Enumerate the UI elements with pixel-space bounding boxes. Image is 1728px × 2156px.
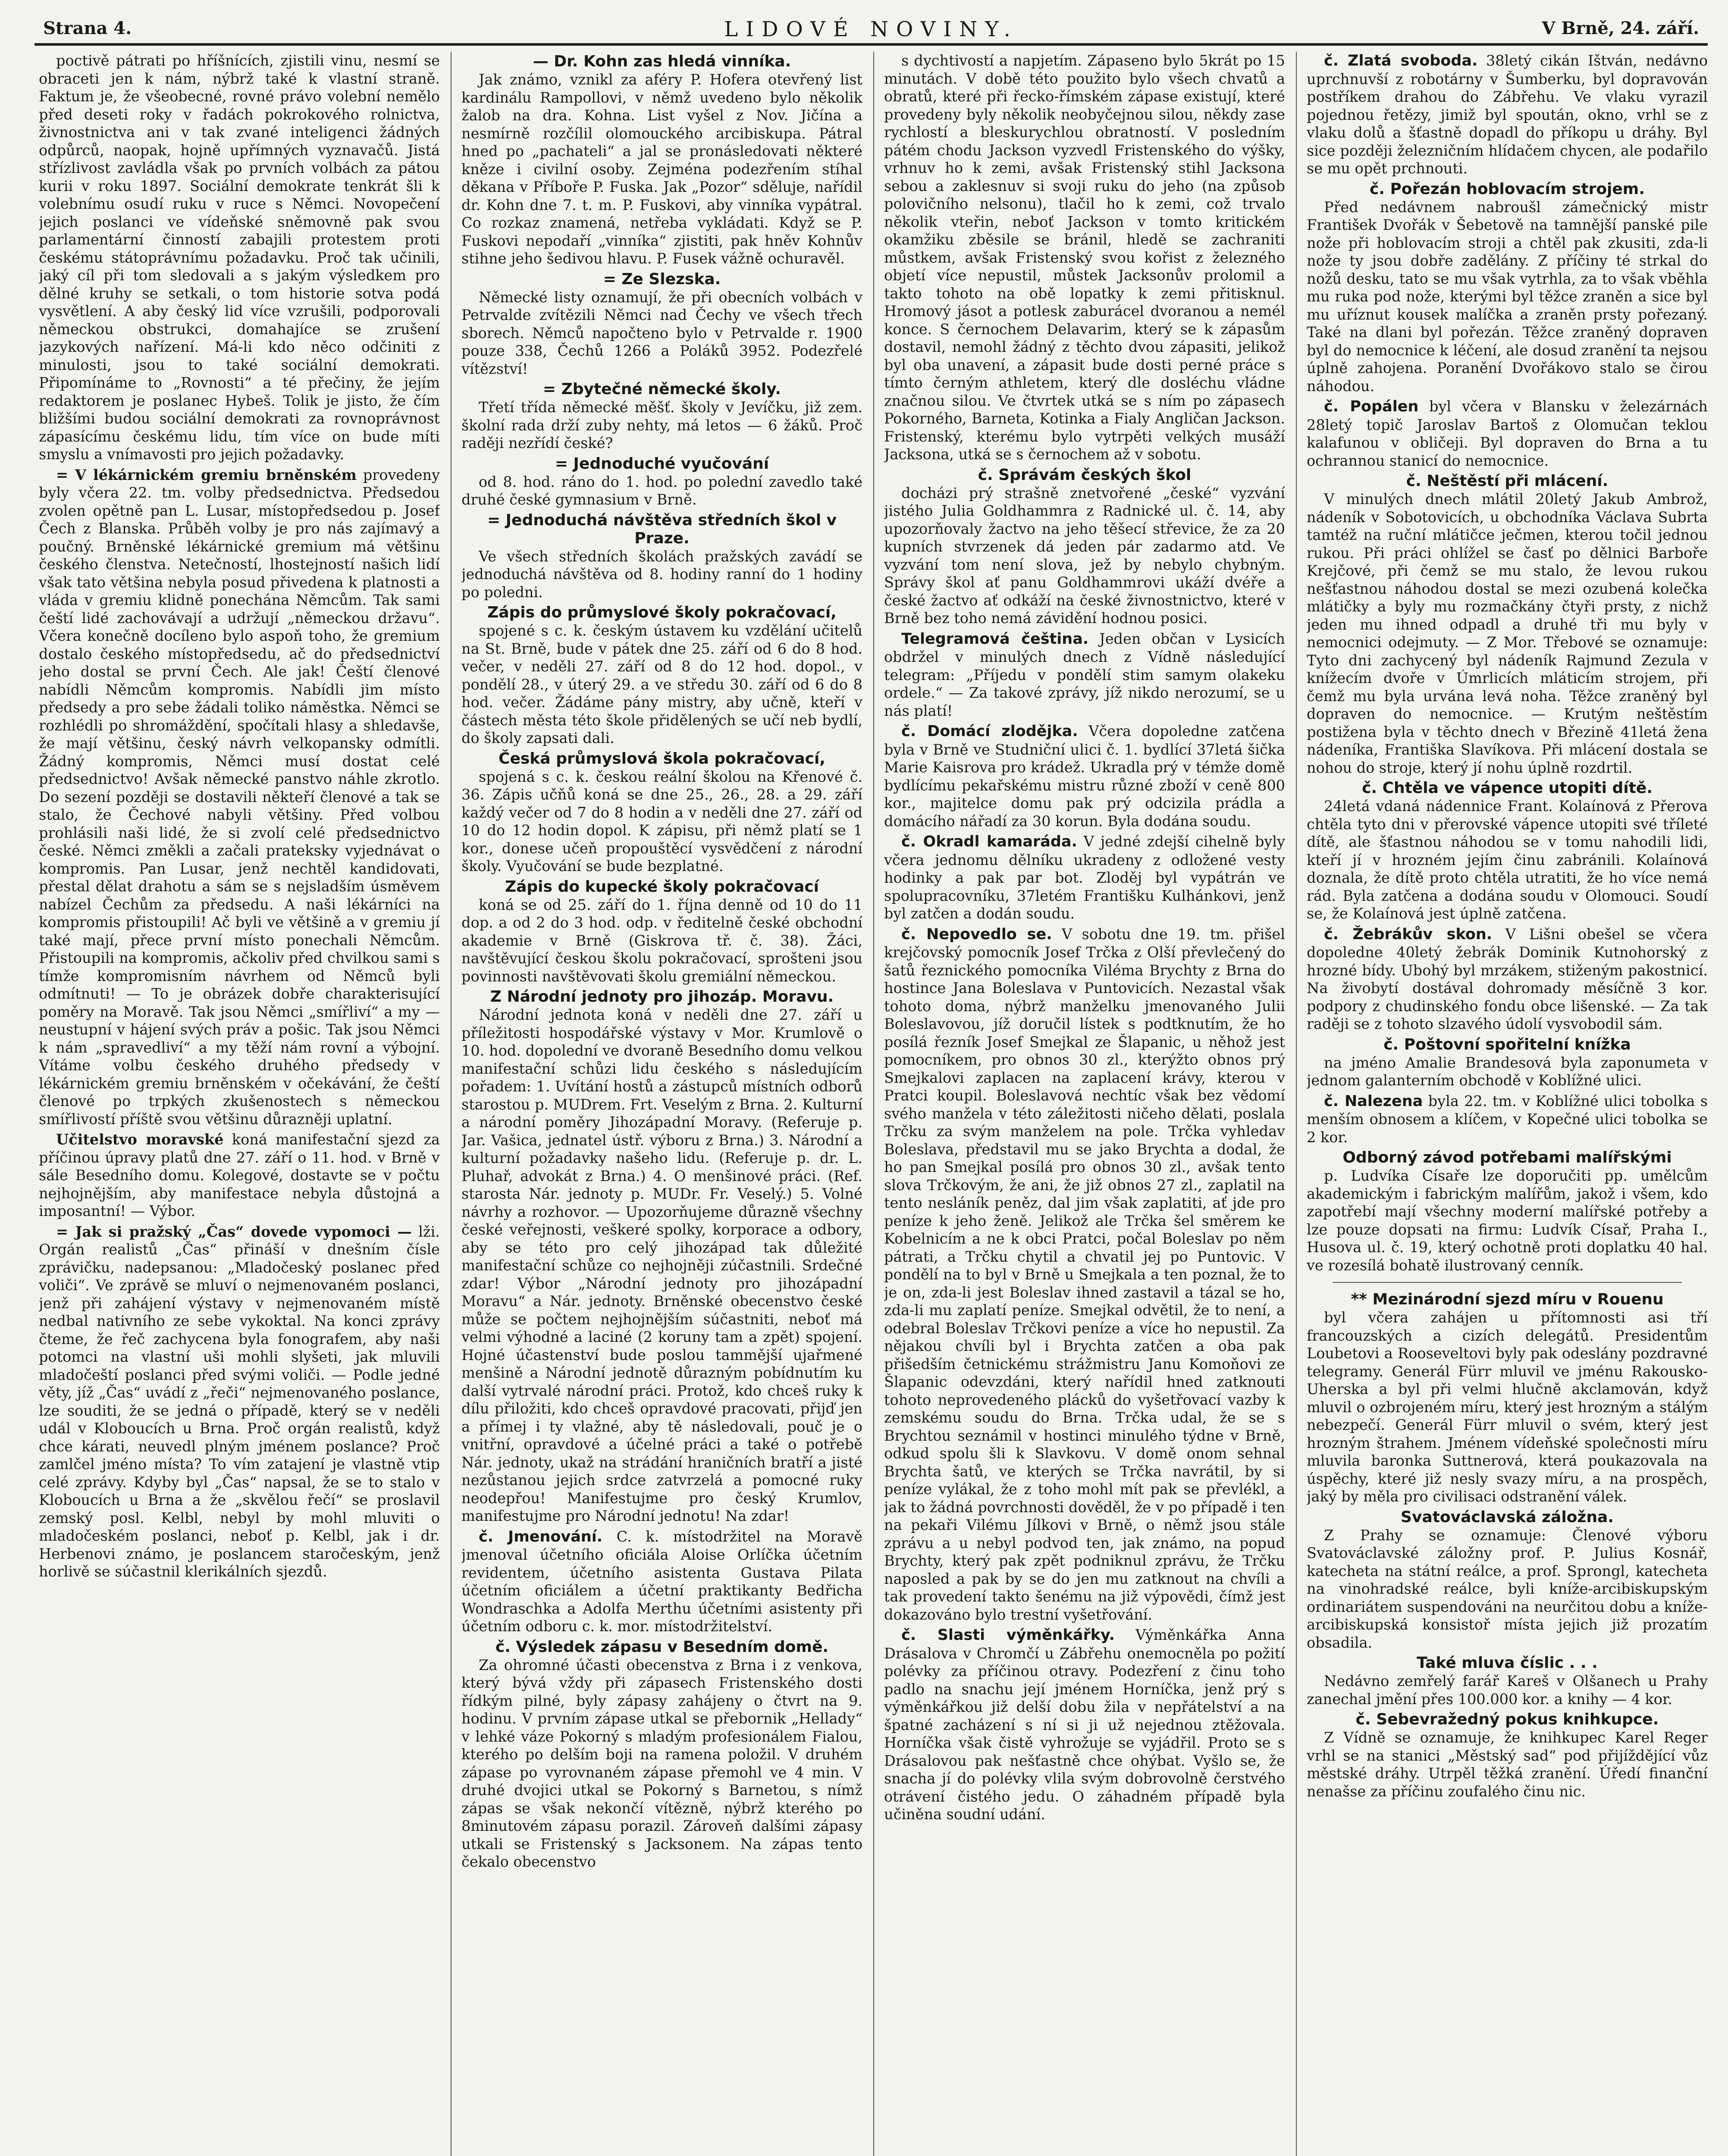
article-text: V jedné zdejší cihelně byly včera jednomu dělníku ukradeny z odložené vesty hodinky a pak par bot. Zloděj byl vypátrán ve spolupracovníku, 37letém Františku Kulhánkovi, jenž byl zatčen a dodán soudu.: [884, 833, 1285, 922]
article-lead: Učitelstvo moravské: [56, 1131, 224, 1148]
article-body: [884, 630, 1285, 720]
article-text: koná manifestační sjezd za příčinou úpravy platů dne 27. září o 11. hod. v Brně v sále Besedního domu. Kolegové, dostavte se v počtu nejhojnějším, aby manifestace nebyla důstojná a imposantní! — Výbor.: [39, 1131, 440, 1219]
article: [39, 1223, 440, 1581]
article-headline: Z Národní jednoty pro jihozáp. Moravu.: [490, 988, 834, 1006]
article-body: [1307, 1092, 1708, 1147]
column-1: [39, 52, 440, 2156]
article-headline: č. Poštovní spořitelní knížka: [1383, 1035, 1631, 1053]
article: [461, 604, 862, 747]
article-text: poctivě pátrati po hříšnících, zjistili vinu, nesmí se obraceti jen k nám, nýbrž také k vlastní straně. Faktum je, že všeobecné, rovné právo volební nemělo před deseti roky v řadách pokrokového rolnictva, živnostnictva ani v tak zvané inteligenci žádných odpůrců, naopak, hojně upřímných vyznavačů. Jistá střízlivost zavládla však po prvních volbách za pátou kurii v roku 1897. Sociální demokrate tenkrát šli k volebnímu osudí ruku v ruce s Němci. Novopečení jejich poslanci ve vídeňské sněmovně pak svou parlamentární činností zabajili protestem proti českému státoprávnímu požadavku. Proč tak učinili, jaký cíl při tom sledovali a s jakým výsledkem pro dělné kruhy se setkali, o tom historie sotva podá vysvětlení. A aby český lid více vzrušili, podporovali německou obstrukci, domahajíce se zrušení jazykových nařízení. Má-li kdo něco odčiniti z minulosti, jsou to také sociální demokrati. Připomínáme to „Rovnosti“ a té přečiny, že jejím redaktorem je poslanec Hybeš. Tolik je jisto, že čím bližšími budou sociální demokrati za rovnoprávnost zápasícímu českému lidu, tím více on bude míti smyslu a vnímavosti pro jejich požadavky.: [39, 52, 440, 463]
article-headline: č. Jmenování.: [479, 1528, 603, 1545]
article: [1307, 1036, 1708, 1090]
article-lead: = V lékárnickém gremiu brněnském: [56, 466, 357, 483]
article: [884, 925, 1285, 1624]
article-headline: č. Nalezena: [1324, 1092, 1423, 1110]
article-headline: = Ze Slezska.: [603, 270, 721, 288]
article-body: V minulých dnech mlátil 20letý Jakub Ambrož, nádeník v Sobotovicích, u obchodníka Václava Subrta tamtéž na ruční mlátičce ječmen, kterou točil jednou rukou. Při práci ohlížel se časť po dělnici Barboře Krejčové, při čemž se mu stalo, že levou rukou nešťastnou náhodou dostal se mezi ozubená kolečka mlátičky a byly mu rozmačkány čtyři prsty, z nichž jeden mu ihned odpadl a druhé tři mu byly v nemocnici odejmuty. — Z Mor. Třebové se oznamuje: Tyto dni zachycený byl nádeník Rajmund Zezula v knížecím dvoře v Úmrlicích mláticím strojem, při čemž mu byla urvána levá noha. Těžce zraněný byl dopraven do nemocnice. — Krutým neštěstím postižena byla v těchto dnech v Březině 41letá žena nádeníka, Františka Slavíkova. Při mlácení dostala se nohou do stroje, který jí nohu úplně rozdrtil.: [1307, 491, 1708, 776]
article: [1307, 1654, 1708, 1708]
article-body: docházi prý strašně znetvořené „české“ vyzvání jistého Julia Goldhammra z Radnické ul. č. 14, aby upozorňovaly žactvo na jeho těšecí střevice, že za 20 kupních stvrzenek dá jeden pár zadarmo atd. Ve vyzvání tom není slova, jež by nebylo chybným. Správy škol ať panu Goldhammrovi ukáží dvéře a české žactvo ať odkáží na české živnostnictvo, které v Brně bez toho nemá závidění hodnou posici.: [884, 484, 1285, 627]
article: [884, 466, 1285, 627]
article-text: V Lišni obešel se včera dopoledne 40letý žebrák Dominik Kutnohorský z hrozné bídy. Ubohý byl mrzákem, stiženým pakostnicí. Na živobytí dostával dohromady měsíčně 3 kor. podpory z chudinského fondu obce lišenské. — Za tak raději se z tohoto slzavého údolí vysvobodil sám.: [1307, 925, 1708, 1032]
article-headline: — Dr. Kohn zas hledá vinníka.: [533, 53, 791, 70]
article-text: lži. Orgán realistů „Čas“ přináší v dnešním čísle zprávičku, nadepsanou: „Mladočeský poslanec před voliči“. Ve zprávě se mluví o nejmenovaném poslanci, jenž při zahájení výstavy v nejmenovaném místě nedbal nativního ze sebe vykoktal. Na konci zprávy čteme, že řeč zachycena byla fonografem, aby naši potomci na vlastní uši mohli slyšeti, jak mluvili mladočeští poslanci před svými voliči. — Podle jedné věty, jíž „Čas“ uvádí z „řeči“ nejmenovaného poslance, lze souditi, že se jedná o případě, který se v neděli udál v Kloboucích u Brna. Proč orgán realistů, když chce kárati, neuvedl plným jménem poslance? Proč zamlčel jméno místa? To vím zatajení je vlastně vtip celé zprávy. Kdyby byl „Čas“ napsal, že se to stalo v Kloboucích u Brna a že „skvělou řečí“ se proslavil zemský posl. Kelbl, nebyl by mohl mluviti o mladočeském poslanci, neboť p. Kelbl, jak i dr. Herbenovi známo, je poslancem staročeským, jenž horlivě se súčastnil klerikálních sjezdů.: [39, 1223, 440, 1580]
article-headline: č. Slasti výměnkářky.: [901, 1626, 1115, 1644]
article-body: Z Vídně se oznamuje, že knihkupec Karel Reger vrhl se na stanici „Městský sad“ pod přijíždějící vůz městské dráhy. Utrpěl těžká zranění. Úředí finanční nenašse za příčinu zoufalého činu nic.: [1307, 1729, 1708, 1800]
article-headline: Odborný závod potřebami malířskými: [1342, 1149, 1672, 1166]
column-rule: [873, 52, 874, 2156]
article-headline: č. Neštěstí při mlácení.: [1406, 472, 1609, 490]
column-4: [1307, 52, 1708, 2156]
article-headline: Česká průmyslová škola pokračovací,: [499, 749, 825, 768]
article: [1307, 472, 1708, 777]
article: [1307, 1711, 1708, 1800]
article-headline: = Jednoduchá návštěva středních škol v Praze.: [487, 511, 837, 547]
article-body: Za ohromné účasti obecenstva z Brna i z venkova, který bývá vždy při zápasech Fristenského dosti řídkým pilné, byly zápasy zahájeny o čtvrt na 9. hodinu. V prvním zápase utkal se přebornik „Hellady“ v lehké váze Pokorný s mladým profesionálem Fialou, kterého po delším boji na ramena položil. V druhém zápase po vyrovnaném zápase přemohl ve 4 min. V druhé dvojici utkal se Pokorný s Barnetou, s nímž zápas se však nekončí vítězně, nýbrž kterého po 8minutovém zápasu porazil. Zároveň dalšími zápasy utkali se Fristenský s Jacksonem. Na zápas tento čekalo obecenstvo: [461, 1656, 862, 1870]
article-text: V sobotu dne 19. tm. přišel krejčovský pomocník Josef Trčka z Olší převlečený do šatů řeznického pomocníka Viléma Brychty z Brna do hostince Jana Boleslava v Puntovicích. Nezastal však tohoto doma, nýbrž manželku jmenovaného Julii Boleslavovou, jíž doručil lístek s podtknutím, že ho posílá řezník Josef Smejkal ze Šlapanic, u něhož jest pomocníkem, pro obnos 30 zl., kterýžto obnos prý Smejkalovi zaplacen na zaplacení krávy, kterou v Pratci koupil. Boleslavová nechtíc však bez vědomí svého manžela v této záležitosti ničeho dělati, poslala Trčku za svým manželem na pole. Trčka vyhledav Boleslava, představil mu se jako Brychta a dodal, že ho pan Smejkal posílá pro obnos 30 zl., avšak tento slova Trčkovým, že ani, že již obnos 27 zl., zaplatil na tento nesláník peněz, dal jim však zaplatiti, ať jde pro peníze k jeho ženě. Jelikož ale Trčka šel směrem ke Kobelnicím a ne k obci Pratci, počal Boleslav po něm pátrati, a Trčku chytil a chvatil jej po Puntovic. V pondělí na to byl v Brně u Smejkala a ten poznal, že to je on, zda-li jest Boleslav ihned zastavil a tázal se ho, zda-li mu zaplatí peníze. Smejkal odvětil, že to není, a odebral Boleslav Trčkovi peníze a více ho nepustil. Za nějakou chvíli byl i Brychta zatčen a oba pak přišedším četnickému strážmistru Janu Komoňovi ze Šlapanic odevzdáni, který nařídil hned zatknouti tohoto neprovedeného plácků do vyšetřovací vazby k zemskému soudu do Brna. Trčka udal, že se s Brychtou seznámil v hostinci minulého týdne v Brně, odkud spolu šli k Slavkovu. V domě onom sehnal Brychta šatů, ve kterých se Trčka navrátil, by si peníze vylákal, že z toho mohl mít pak se převlékl, a jak to žádná povrchnosti dověděl, že v po případě i ten na pekaři Vilému Jílkovi v Brně, o němž jsou stále zprávu a u nebyl podvod ten, jak známo, na popud Brychty, který pak zpět podniknul zprávu, že Trčku naposled a pak by se do jen mu zatknout na chvíli a tak provedení takto šenému na již výpovědi, čímž jest dokazováno bylo trestní vyšetřování.: [884, 925, 1285, 1623]
article: [1307, 1092, 1708, 1147]
article-body: Nedávno zemřelý farář Kareš v Olšanech u Prahy zanechal jmění přes 100.000 kor. a knihy — 4 kor.: [1307, 1673, 1708, 1708]
article-body: p. Ludvíka Císaře lze doporučiti pp. umělcům akademickým i fabrickým malířům, jakož i všem, kdo zapotřebí mají všechny moderní malířské potřeby a lze pouze dopsati na firmu: Ludvík Císař, Praha I., Husova ul. č. 19, který ochotně proti doplatku 40 hal. ve rozesílá bohatě ilustrovaný cenník.: [1307, 1167, 1708, 1274]
article: [461, 1638, 862, 1871]
article-headline: č. Výsledek zápasu v Besedním domě.: [495, 1638, 829, 1656]
article-body: Jak známo, vznikl za aféry P. Hofera otevřený list kardinálu Rampollovi, v němž uvedeno bylo několik žalob na dra. Kohna. List vyšel z Nov. Jičína a nesmírně rozčílil olomouckého arcibiskupa. Pátral hned po „pachateli“ a jal se pronásledovati některé kněze i civilní osoby. Zejména podezřením stíhal děkana v Příboře P. Fuska. Jak „Pozor“ sděluje, nařídil dr. Kohn dne 7. t. m. P. Fuskovi, aby vinníka vypátral. Co rozkaz znamená, netřeba vykládati. Když se P. Fuskovi nepodaří „vinníka“ zjistiti, pak hněv Kohnův stihne jeho šedivou hlavu. P. Fusek vážně ochuravěl.: [461, 71, 862, 267]
article-body: Německé listy oznamují, že při obecních volbách v Petrvalde zvítězili Němci nad Čechy ve všech třech sborech. Němců napočteno bylo v Petrvalde r. 1900 pouze 338, Čechů 1266 a Poláků 3952. Podezřelé vítězství!: [461, 288, 862, 377]
article-headline: = Jednoduché vyučování: [555, 454, 769, 473]
newspaper-page: [34, 17, 1708, 2156]
article: [39, 52, 440, 464]
article-body: spojená s c. k. českou reální školou na Křenové č. 36. Zápis učňů koná se dne 25., 26., 28. a 29. září každý večer od 7 do 8 hodin a v neděli dne 27. září od 10 do 12 hodin dopol. K zápisu, při němž platí se 1 kor., donese učeň propouštěcí vysvědčení z národní školy. Vyučování se bude bezplatné.: [461, 768, 862, 874]
article: [884, 722, 1285, 830]
page-number: Strana 4.: [43, 18, 132, 38]
article: [1307, 398, 1708, 470]
article: [39, 466, 440, 1128]
article-body: [39, 466, 440, 1128]
article: [1307, 925, 1708, 1033]
article-body: [39, 1223, 440, 1581]
section-divider: [1333, 1282, 1682, 1283]
article-body: [884, 925, 1285, 1624]
article-body: [1307, 52, 1708, 178]
article-body: [39, 52, 440, 464]
article-body: od 8. hod. ráno do 1. hod. po polední zavedlo také druhé české gymnasium v Brně.: [461, 473, 862, 508]
article: [884, 52, 1285, 464]
article: [461, 380, 862, 452]
article-headline: č. Zlatá svoboda.: [1324, 52, 1478, 69]
article-body: Třetí třída německé měšť. školy v Jevíčku, již zem. školní rada drží zuby nehty, má letos — 6 žáků. Proč raději nezřídí české?: [461, 399, 862, 451]
article: [1307, 1508, 1708, 1652]
article-headline: ** Mezinárodní sjezd míru v Rouenu: [1351, 1291, 1664, 1308]
article-body: [884, 833, 1285, 923]
article-headline: Zápis do průmyslové školy pokračovací,: [487, 604, 837, 621]
article-headline: č. Chtěla ve vápence utopiti dítě.: [1362, 779, 1653, 797]
article-body: Národní jednota koná v neděli dne 27. září u příležitosti hospodářské výstavy v Mor. Krumlově o 10. hod. dopolední ve dvoraně Besedního domu velkou manifestační schůzi lidu českého s následujícím pořadem: 1. Uvítání hostů a zástupců místních odborů starostou p. MUDrem. Frt. Veselým z Brna. 2. Kulturní a národní poměry Jihozápadní Moravy. (Referuje p. Jar. Vašica, jednatel ústř. výboru z Brna.) 3. Národní a kulturní požadavky našeho lidu. (Referuje p. dr. L. Pluhař, advokát z Brna.) 4. O menšinové práci. (Ref. starosta Nár. jednoty p. MUDr. Fr. Veselý.) 5. Volné návrhy a rozhovor. — Upozorňujeme důrazně všechny české veřejnosti, veškeré spolky, korporace a odbory, aby se této pro celý jihozápad tak důležité manifestační schůze co nejhojněji zúčastnili. Srdečné zdar! Výbor „Národní jednoty pro jihozápadní Moravu“ a Nár. jednoty. Brněnské obecenstvo české může se počtem nejhojnějším súčastniti, neboť má velmi výhodné a laciné (2 koruny tam a zpět) spojení. Hojné účastenství bude poslou tammější ujařmené menšině a Národní jednotě důrazným pobídnutím ku další vytrvalé národní práci. Protož, kdo chceš ruky k dílu přiložiti, kdo chceš opravdové pracovati, přijď jen a přímej i ty vlažné, aby tě následovali, pouč je o vnitřní, opravdové a účelné práci a také o potřebě Nár. jednoty, ukaž na strádání hraničních bratří a jisté nezůstanou jejich srdce zatvrzelá a pomocné ruky neodepřou! Manifestujme pro český Krumlov, manifestujme pro Národní jednotu! Na zdar!: [461, 1006, 862, 1524]
article-headline: Telegramová čeština.: [901, 630, 1089, 648]
article-body: [884, 1626, 1285, 1824]
article: [461, 750, 862, 875]
article-body: Z Prahy se oznamuje: Členové výboru Svatováclavské záložny prof. P. Julius Kosnář, katecheta na státní reálce, a prof. Sprongl, katecheta na vinohradské reálce, byli kníže-arcibiskupským ordinariátem suspendováni na neurčitou dobu a kníže-arcibiskupská konsistoř místa jejich již prozatím obsadila.: [1307, 1526, 1708, 1651]
article: [461, 511, 862, 602]
article-headline: č. Sebevražedný pokus knihkupce.: [1355, 1711, 1659, 1728]
article: [1307, 1149, 1708, 1274]
issue-date: V Brně, 24. září.: [1542, 18, 1699, 38]
article: [461, 270, 862, 378]
page-header: [34, 17, 1708, 46]
article-headline: Zápis do kupecké školy pokračovací: [505, 877, 819, 896]
article-text: 38letý cikán Ištván, nedávno uprchnuvší z robotárny v Šumberku, byl dopravován postříkem drahou do Zábřehu. Ve vlaku vyrazil pojednou řetězy, jimiž byl spoután, okno, vrhl se z vlaku dolů a šťastně dopadl do příkopu u dráhy. Byl sice později železničním hlídačem chycen, ale podařilo se mu opět prchnouti.: [1307, 52, 1708, 177]
article-body: koná se od 25. září do 1. října denně od 10 do 11 dop. a od 2 do 3 hod. odp. v ředitelně české obchodní akademie v Brně (Giskrova tř. č. 38). Žáci, navštěvující českou školu pokračovací, sprošteni jsou povinnosti navštěvovati školu gremiální německou.: [461, 896, 862, 985]
article-body: [1307, 925, 1708, 1033]
article-headline: č. Správám českých škol: [978, 466, 1192, 484]
article-body: [39, 1131, 440, 1220]
article: [884, 630, 1285, 720]
article-body: spojené s c. k. českým ústavem ku vzdělání učitelů na St. Brně, bude v pátek dne 25. září od 6 do 8 hod. večer, v neděli 27. září od 8 do 12 hod. dopol., v pondělí 28., v úterý 29. a ve středu 30. září od 6 do 8 hod. večer. Žádáme pány mistry, aby učně, kteří v částech města této škole přidělených se učí neb bydlí, do školy zapsati dali.: [461, 622, 862, 746]
article: [1307, 180, 1708, 395]
article-headline: č. Pořezán hoblovacím strojem.: [1370, 180, 1645, 198]
article: [461, 455, 862, 509]
article-text: Včera dopoledne zatčena byla v Brně ve Studniční ulici č. 1. bydlící 37letá šička Marie Kaisrova pro krádež. Ukradla prý v témže domě bydlícímu pekařskému mistru různé zboží v ceně 800 kor., majitelce domu pak prý odcizila prádla a domácího nářadí za 30 korun. Byla dodána soudu.: [884, 723, 1285, 830]
article: [884, 1626, 1285, 1824]
article-text: byla 22. tm. v Koblížné ulici tobolka s menším obnosem a klíčem, v Kopečné ulici tobolka se 2 kor.: [1307, 1092, 1708, 1146]
article-headline: č. Popálen: [1324, 398, 1419, 415]
article-columns: [34, 52, 1708, 2156]
column-rule: [1296, 52, 1297, 2156]
article-headline: č. Domácí zlodějka.: [901, 723, 1078, 740]
article-headline: č. Okradl kamaráda.: [901, 833, 1077, 850]
masthead-title: LIDOVÉ NOVINY.: [724, 17, 1018, 41]
article-lead: = Jak si pražský „Čas“ dovede vypomoci —: [56, 1223, 412, 1240]
article-body: [1307, 398, 1708, 470]
column-3: [884, 52, 1285, 2156]
article-text: Výměnkářka Anna Drásalova v Chromčí u Zábřehu onemocněla po požití polévky za příčinou otravy. Podezření z činu toho padlo na snachu její jménem Horníčka, jenž prý s výměnkářkou již delší dobu žila v nepřátelství a na špatné zacházení s ní si ji už nejednou ztěžovala. Horníčka však čistě vyhrožuje se vyjádřil. Proto se s Drásalovou pak nešťastně chce ohýbat. Vyšlo se, že snacha jí do polévky vlila svým dobrovolně čerstvého otrávení čistého jedu. O záhadném případě byla učiněna soudní udání.: [884, 1626, 1285, 1823]
article-text: C. k. místodržitel na Moravě jmenoval účetního oficiála Aloise Orlíčka účetním revidentem, účetního asistenta Gustava Pilata účetním oficiálem a účetní praktikanty Bedřicha Wondraschka a Adolfa Merthu účetními asistenty při účetním odboru c. k. mor. místodržitelství.: [461, 1528, 862, 1635]
article: [39, 1131, 440, 1220]
article: [1307, 779, 1708, 923]
article-text: Jeden občan v Lysicích obdržel v minulých dnech z Vídně následující telegram: „Příjedu v pondělí stim samym olakeku ordele.“ — Za takové zprávy, jíž nikdo nerozumí, se u nás platí!: [884, 630, 1285, 719]
article: [1307, 1291, 1708, 1506]
article: [1307, 52, 1708, 178]
article-body: 24letá vdaná nádennice Frant. Kolaínová z Přerova chtěla tyto dni v přerovské vápence utopiti své tříleté dítě, ale šťastnou náhodou se v tomu nahodili lidi, kteří jí v hrozném jejím činu zabránili. Kolaínová doznala, že dítě proto chtěla utratiti, že ho více nemá rád. Byla zatčena a dodána soudu v Olomouci. Soudí se, že Kolaínová jest úplně zatčena.: [1307, 798, 1708, 922]
article-headline: Svatováclavská záložna.: [1401, 1508, 1614, 1526]
article-headline: Také mluva číslic . . .: [1417, 1654, 1598, 1672]
article: [461, 53, 862, 268]
article-body: Ve všech středních školách pražských zavádí se jednoduchá návštěva od 8. hodiny ranní do 1 hodiny po poledni.: [461, 548, 862, 601]
article-body: [884, 52, 1285, 464]
article-text: byl včera v Blansku v železárnách 28letý topič Jaroslav Bartoš z Olomučan teklou kalafunou v obličeji. Byl dopraven do Brna a tu ochrannou stanicí do nemocnice.: [1307, 398, 1708, 469]
article-body: [461, 1528, 862, 1636]
article-body: [884, 722, 1285, 830]
article: [461, 1528, 862, 1636]
article: [461, 988, 862, 1525]
article-headline: č. Žebrákův skon.: [1324, 925, 1493, 943]
article: [884, 833, 1285, 923]
article-text: s dychtivostí a napjetím. Zápaseno bylo 5krát po 15 minutách. V době této použito bylo všech chvatů a obratů, které při řecko-římském zápase existují, které provedeny byly několik neobyčejnou silou, někdy zase rychlostí a bleskurychlou obratností. V posledním pátém chodu Jackson vyzvedl Fristenského do výšky, vrhnuv ho k zemi, avšak Fristenský stihl Jacksona sebou a zaklesnuv si svoji ruku do jeho (na způsob polovičního nelsonu), tlačil ho k zemi, což trvalo několik vteřin, neboť Jackson v tomto kritickém okamžiku zběsile se bránil, hledě se zachraniti můstkem, avšak Fristenský svou kořist z železného objetí více nepustil, můstek Jacksonův prolomil a takto tohoto na obě lopatky k zemi přitisknul. Hromový jásot a potlesk zaburácel dvoranou a nemél konce. S černochem Delavarim, který se k zápasům dostavil, nemohl žádný z těchto dvou zápasiti, jelikož byl oba unavení, a zápasit bude dosti perné práce s tímto černým athletem, který dle dosléchu vládne značnou silou. Ve čtvrtek utká se s ním po zápasech Pokorného, Barneta, Kotinka a Fialy Angličan Jackson. Fristenský, kterému bylo vytrpěti velkých musáží Jacksona, utká se s černochem až v sobotu.: [884, 52, 1285, 463]
article: [461, 878, 862, 986]
article-headline: č. Nepovedlo se.: [901, 925, 1052, 943]
column-2: [461, 52, 862, 2156]
article-text: provedeny byly včera 22. tm. volby předsednictva. Předsedou zvolen opětně pan L. Lusar, místopředsedou p. Josef Čech z Blanska. Průběh volby je pro nás zajímavý a poučný. Brněnské lékárnické gremium má většinu českého členstva. Netečností, lhostejností našich lidí však tato většina nebyla posud přivedena k platnosti a vláda v gremiu klidně ponechána Němcům. Tak sami čeští lidé zachovávají a udržují „německou državu“. Včera konečně docíleno bylo aspoň toho, že gremium dostalo českého místopředsedu, ač do předsednictví jeho dostal se první Čech. Ale jak! Čeští členové nabídli Němcům kompromis. Nabídli jim místo předsedy a pro sebe žádali toliko náměstka. Němci se rozhlédli po shromáždění, spočítali hlasy a shledavše, že mají většinu, český návrh velkopansky odmítli. Žádný kompromis, Němci musí dostat celé předsednictvo! Avšak německé panstvo náhle zkrotlo. Do sezení později se dostavili někteří členové a tak se stalo, že Čechové nabyli většiny. Před volbou prohlásili naši lidé, že si zvolí celé předsednictvo české. Němci změkli a začali prateksky vyjednávat o kompromis. Pan Lusar, jenž nechtěl kandidovati, přestal dělat drahotu a sám se s nejsladším úsměvem nabízel Čechům za předsedu. A naši lékárníci na kompromis přistoupili! Ač byli ve většině a v gremiu jí také mají, přece první místo ponechali Němcům. Přistoupili na kompromis, ačkoliv před chvilkou sami s tímže kompromisním návrhem od Němců byli odmítnuti! — To je obrázek dobře charakterisující poměry na Moravě. Tak jsou Němci „smířliví“ a my — neustupní v hájení svých práv a pošic. Tak jsou Němci k nám „spravedliví“ a my těží nám rovní a výbojní. Vítáme volbu českého druhého předsedy v lékárnickém gremiu brněnském v očekávání, že čeští členové po trpkých zkušenostech s německou smířlivostí příště svou většinu důrazněji uplatní.: [39, 466, 440, 1128]
article-body: Před nedávnem nabroušl zámečnický mistr František Dvořák v Šebetově na tamnější panské pile nože při hoblovacím stroji a chtěl pak zkusiti, zda-li nože ty jsou dobře zadělány. Z příčiny té strkal do nožů desku, tato se mu však vytrhla, za to však vběhla mu ruka pod nože, kterými byl těžce zraněn a sice byl mu uříznut kousek malíčka a zraněn prsty pořezaný. Také na dlani byl pořezán. Těžce zraněný dopraven byl do nemocnice k léčení, ale dosud zranění ta nejsou úplně zahojena. Poranění Dvořákovo stalo se čirou náhodou.: [1307, 198, 1708, 395]
article-body: byl včera zahájen u přítomnosti asi tří francouzských a cizích delegátů. Presidentům Loubetovi a Rooseveltovi byly pak odeslány pozdravné telegramy. Generál Fürr mluvil ve jménu Rakousko-Uherska a byl při velmi hlučně akclamován, když mluvil o ozbrojeném míru, který jest hrozným a stálým nebezpečí. Generál Fürr mluvil o svém, který jest hrozným štrahem. Jménem vídeňské společnosti míru mluvila baronka Suttnerová, která poukazovala na úspěchy, které již nesly svazy míru, a na prospěch, jaký by měla pro civilisaci odstranění válek.: [1307, 1309, 1708, 1505]
article-body: na jméno Amalie Brandesová byla zaponumeta v jednom galanterním obchodě v Koblížné ulici.: [1307, 1054, 1708, 1089]
column-rule: [451, 52, 452, 2156]
article-headline: = Zbytečné německé školy.: [543, 380, 781, 398]
